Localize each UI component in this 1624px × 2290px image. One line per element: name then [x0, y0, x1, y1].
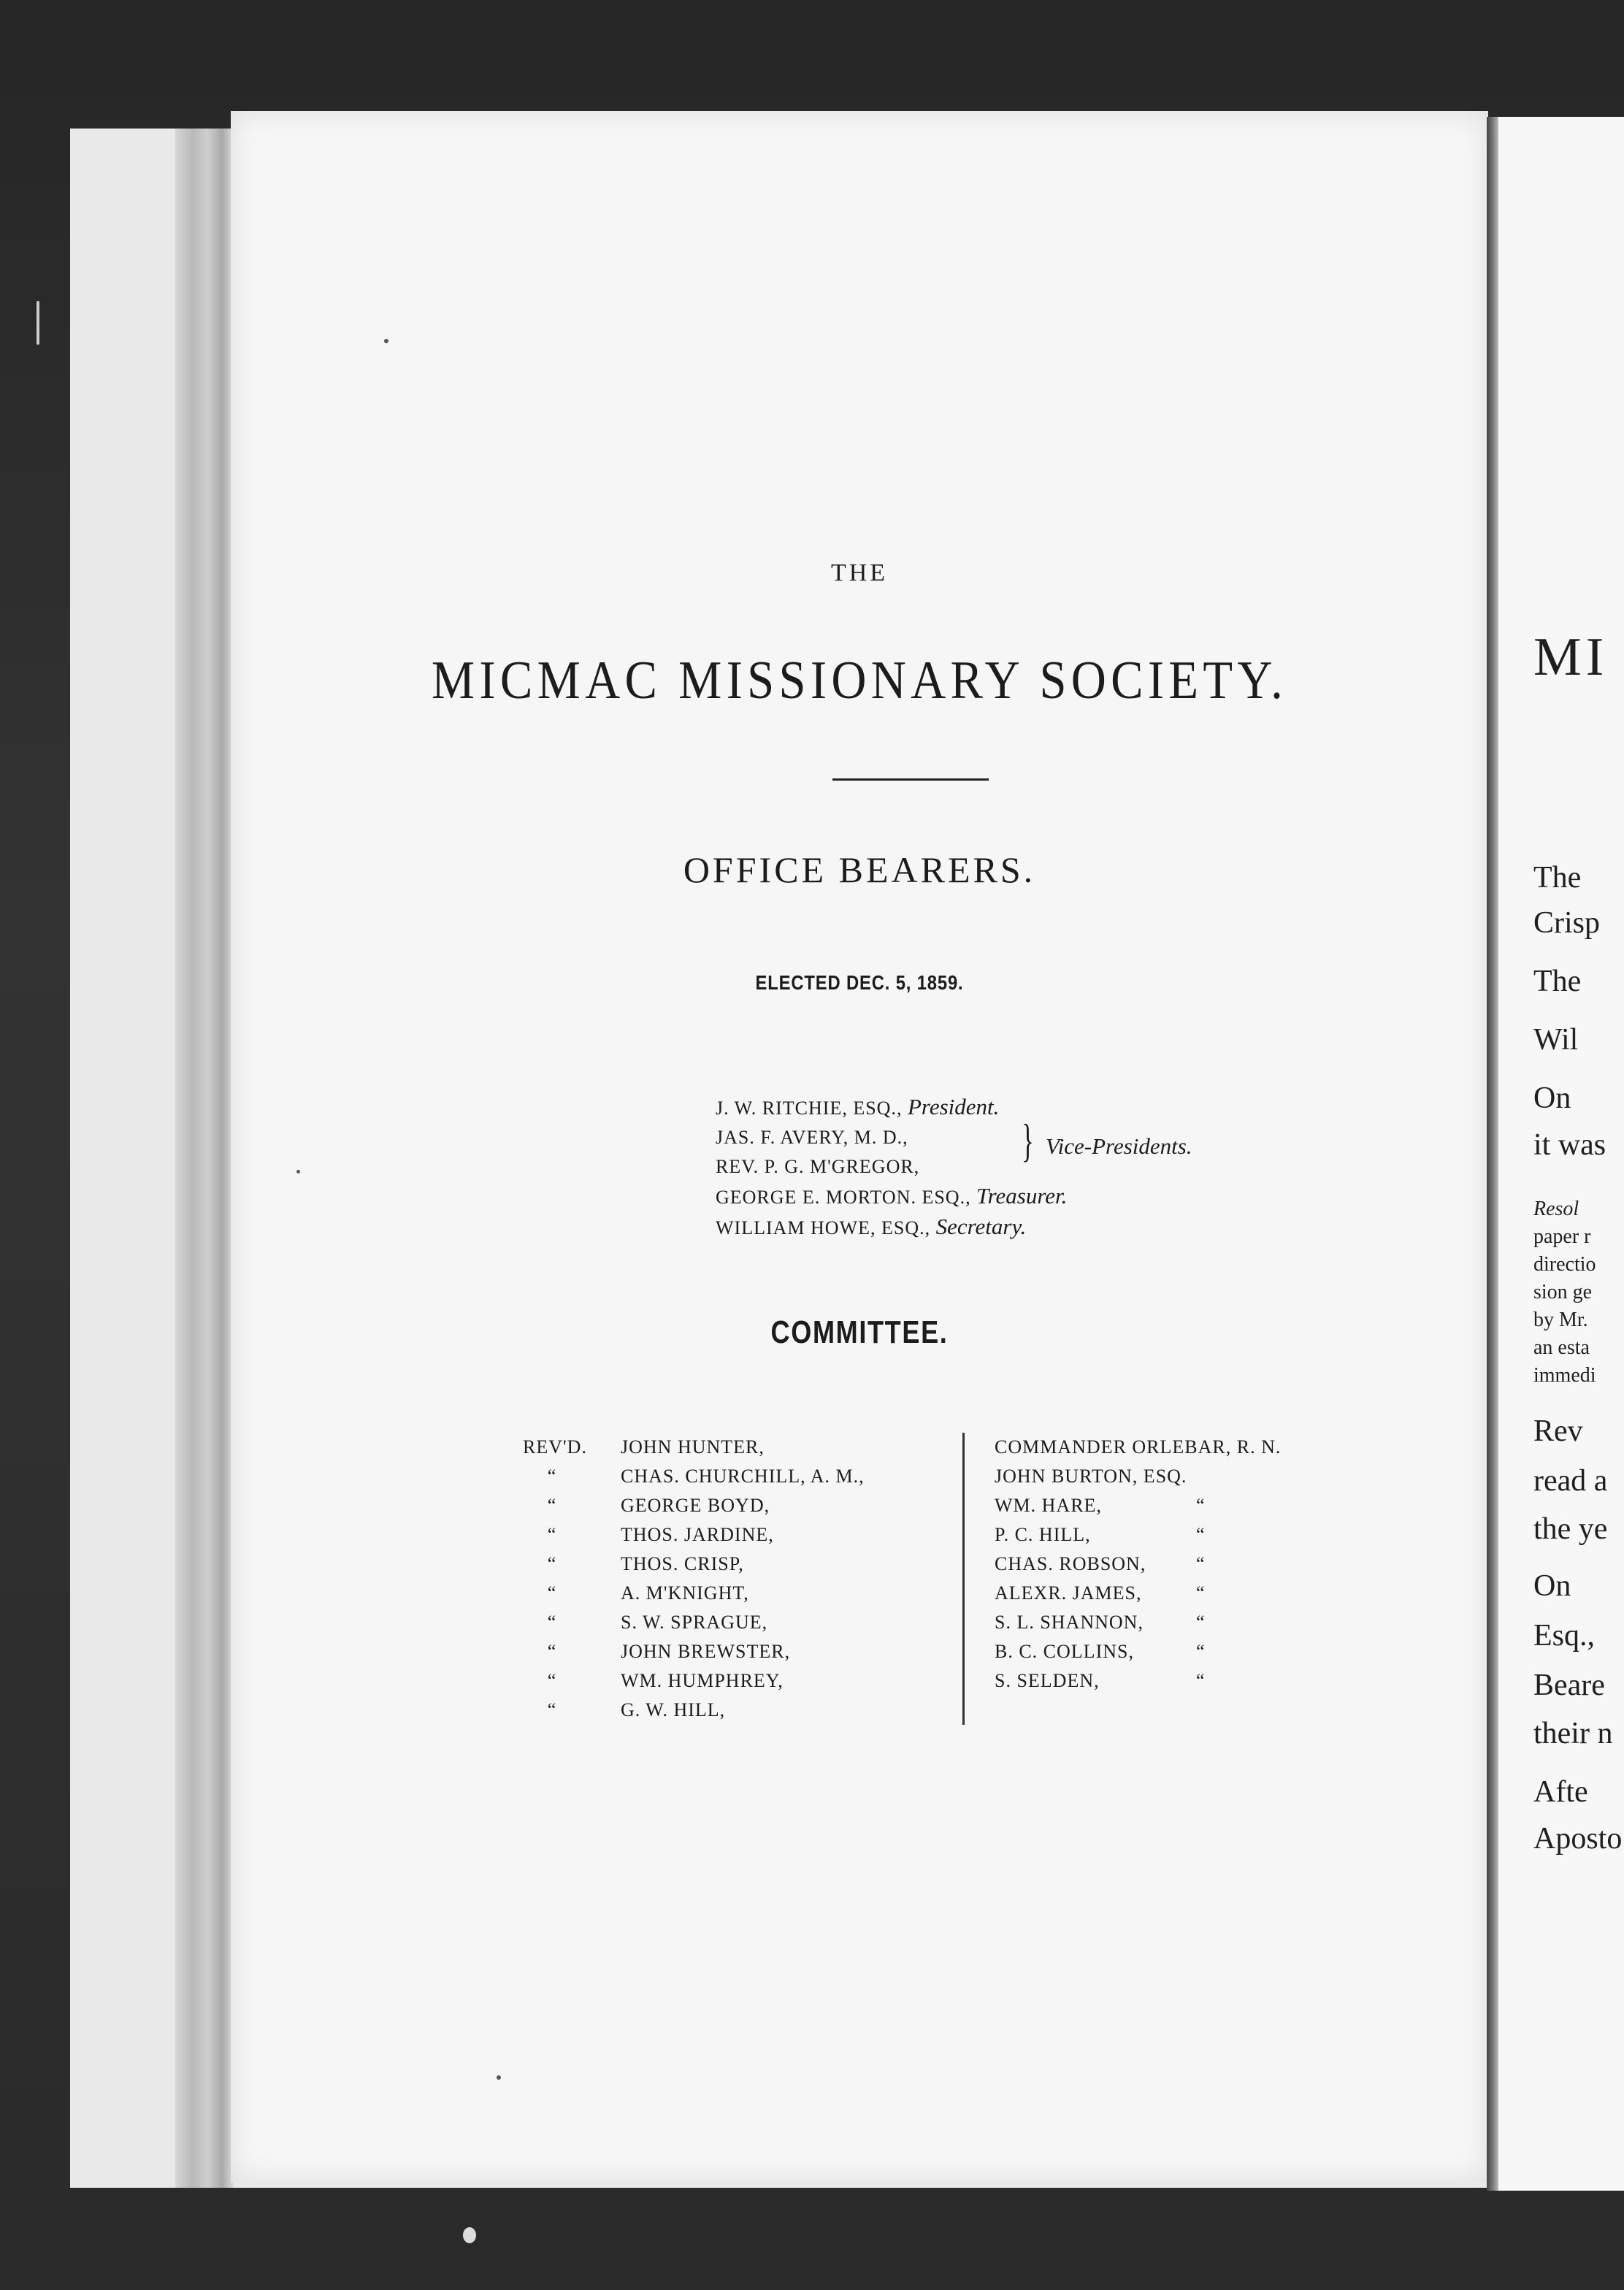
member-name: WM. HUMPHREY, [621, 1670, 784, 1691]
member-name: JOHN BURTON, ESQ. [995, 1466, 1187, 1487]
member-prefix: “ [547, 1670, 557, 1691]
committee-member [523, 1637, 865, 1666]
right-text-fragment: directio [1533, 1253, 1596, 1276]
dust-speck [463, 2227, 476, 2243]
member-name: COMMANDER ORLEBAR, R. N. [995, 1436, 1282, 1458]
right-text-fragment: by Mr. [1533, 1309, 1588, 1331]
officer-role: President. [907, 1094, 1000, 1119]
member-suffix: “ [1196, 1524, 1206, 1545]
right-text-fragment: On [1533, 1569, 1571, 1603]
dust-speck [384, 339, 388, 343]
member-name: A. M'KNIGHT, [621, 1582, 749, 1604]
committee-left-column [523, 1433, 865, 1725]
member-prefix: “ [547, 1524, 557, 1545]
office-bearers-heading: OFFICE BEARERS. [683, 849, 1036, 890]
dust-speck [497, 2075, 501, 2080]
committee-member [995, 1520, 1281, 1550]
right-text-fragment: The [1533, 861, 1582, 895]
member-name: S. W. SPRAGUE, [621, 1612, 768, 1633]
right-text-fragment: On [1533, 1081, 1571, 1115]
member-prefix: “ [547, 1466, 557, 1487]
right-text-fragment: it was [1533, 1128, 1606, 1162]
member-prefix: “ [547, 1699, 557, 1720]
vice-presidents-label: Vice-Presidents. [1046, 1133, 1192, 1159]
member-name: THOS. CRISP, [621, 1553, 744, 1574]
right-text-fragment: the ye [1533, 1512, 1608, 1546]
right-text-fragment: Resol [1533, 1198, 1579, 1220]
election-date: ELECTED DEC. 5, 1859. [755, 971, 964, 994]
right-text-fragment: Wil [1533, 1023, 1579, 1057]
member-name: P. C. HILL, [995, 1524, 1091, 1545]
page-gutter [1487, 117, 1498, 2191]
right-text-fragment: Aposto [1533, 1822, 1623, 1856]
member-suffix: “ [1196, 1670, 1206, 1691]
committee-member [995, 1579, 1281, 1608]
committee-member [995, 1608, 1281, 1637]
committee-member [523, 1550, 865, 1579]
member-name: ALEXR. JAMES, [995, 1582, 1142, 1604]
book-spine [175, 129, 234, 2188]
right-text-fragment: Afte [1533, 1775, 1588, 1809]
officer-name: WILLIAM HOWE, ESQ., [716, 1217, 931, 1238]
committee-right-column [995, 1433, 1281, 1696]
member-prefix: “ [547, 1582, 557, 1604]
vice-president-brace: } [1021, 1114, 1034, 1166]
member-prefix: REV'D. [523, 1436, 587, 1458]
right-text-fragment: read a [1533, 1464, 1608, 1498]
member-name: S. L. SHANNON, [995, 1612, 1144, 1633]
member-name: G. W. HILL, [621, 1699, 726, 1720]
member-suffix: “ [1196, 1495, 1206, 1516]
title-rule [832, 778, 989, 781]
officer-name: J. W. RITCHIE, ESQ., [716, 1098, 903, 1119]
committee-member [995, 1433, 1281, 1462]
committee-member [523, 1608, 865, 1637]
committee-member [523, 1520, 865, 1550]
committee-column-divider [962, 1433, 965, 1725]
member-name: WM. HARE, [995, 1495, 1102, 1516]
committee-member [523, 1491, 865, 1520]
committee-member [995, 1637, 1281, 1666]
member-name: JOHN BREWSTER, [621, 1641, 791, 1662]
officer-line [716, 1182, 1067, 1212]
member-name: S. SELDEN, [995, 1670, 1100, 1691]
officer-name: JAS. F. AVERY, M. D., [716, 1127, 908, 1148]
committee-member [995, 1550, 1281, 1579]
right-text-fragment: sion ge [1533, 1281, 1593, 1303]
member-suffix: “ [1196, 1612, 1206, 1633]
member-name: THOS. JARDINE, [621, 1524, 774, 1545]
member-name: CHAS. CHURCHILL, A. M., [621, 1466, 865, 1487]
member-prefix: “ [547, 1553, 557, 1574]
committee-member [523, 1579, 865, 1608]
officer-line [716, 1123, 1067, 1152]
committee-member [523, 1696, 865, 1725]
society-title: MICMAC MISSIONARY SOCIETY. [431, 651, 1288, 711]
member-name: CHAS. ROBSON, [995, 1553, 1146, 1574]
officer-line [716, 1152, 1067, 1182]
officers-list [716, 1092, 1067, 1243]
committee-member [523, 1433, 865, 1462]
member-name: GEORGE BOYD, [621, 1495, 770, 1516]
right-text-fragment: paper r [1533, 1225, 1591, 1248]
right-text-fragment: Esq., [1533, 1619, 1595, 1653]
officer-name: REV. P. G. M'GREGOR, [716, 1156, 920, 1177]
committee-member [523, 1666, 865, 1696]
member-name: JOHN HUNTER, [621, 1436, 765, 1458]
officer-line [716, 1092, 1067, 1123]
committee-heading: COMMITTEE. [770, 1314, 949, 1350]
officer-name: GEORGE E. MORTON. ESQ., [716, 1187, 971, 1208]
right-text-fragment: an esta [1533, 1336, 1590, 1359]
member-suffix: “ [1196, 1582, 1206, 1604]
member-prefix: “ [547, 1495, 557, 1516]
member-suffix: “ [1196, 1553, 1206, 1574]
member-name: B. C. COLLINS, [995, 1641, 1134, 1662]
dust-speck [37, 301, 39, 345]
member-prefix: “ [547, 1641, 557, 1662]
committee-member [995, 1491, 1281, 1520]
right-text-fragment: their n [1533, 1717, 1613, 1750]
right-text-fragment: Beare [1533, 1669, 1605, 1702]
right-text-fragment: Crisp [1533, 906, 1601, 940]
committee-member [523, 1462, 865, 1491]
right-text-fragment: immedi [1533, 1364, 1596, 1387]
member-prefix: “ [547, 1612, 557, 1633]
right-text-fragment: Rev [1533, 1414, 1583, 1448]
right-heading-fragment: MI [1533, 627, 1609, 687]
member-suffix: “ [1196, 1641, 1206, 1662]
committee-member [995, 1462, 1281, 1491]
officer-role: Secretary. [935, 1214, 1027, 1239]
officer-line [716, 1212, 1067, 1243]
right-text-fragment: The [1533, 965, 1582, 998]
officer-role: Treasurer. [976, 1183, 1068, 1209]
committee-member [995, 1666, 1281, 1696]
dust-speck [296, 1170, 300, 1173]
heading-the: THE [830, 559, 889, 586]
